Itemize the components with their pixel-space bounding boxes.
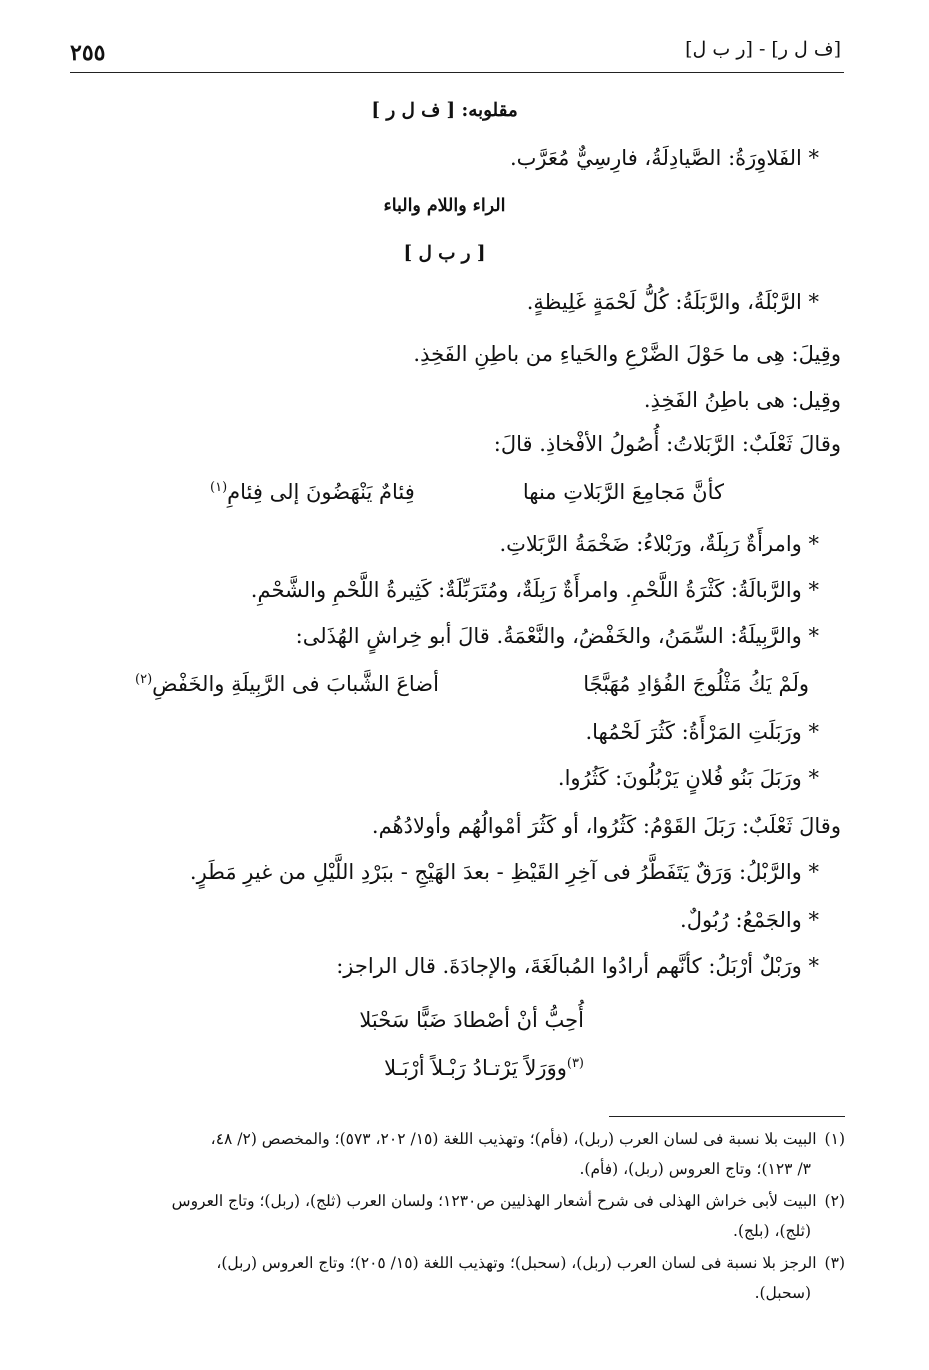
- verse-2-left-text: أضاعَ الشَّبابَ فى الرَّبِيلَةِ والخَفْضِ: [152, 672, 439, 696]
- entry-line: * ورَبْلٌ أرْبَلُ: كأنَّهم أرادُوا المُبالَغَةَ، والإجادَةَ. قال الراجز:: [336, 954, 819, 978]
- entry-line: * والجَمْعُ: رُبُولٌ.: [680, 908, 819, 932]
- entry-line: وقالَ ثَعْلَبٌ: الرَّبَلاتُ: أُصُولُ الأفْخاذِ. قالَ:: [493, 432, 841, 456]
- running-title: [ف ل ر] - [ر ب ل]: [685, 38, 841, 60]
- entry-line: * ورَبَلَ بَنُو فُلانٍ يَرْبُلُونَ: كَثُرُوا.: [557, 766, 819, 790]
- rajaz-line-1: أُحِبُّ أنْ أصْطادَ ضَبًّا سَحْبَلا: [359, 1008, 584, 1032]
- entry-line: * الرَّبْلَةُ، والرَّبَلَةُ: كُلُّ لَحْمَةٍ غَلِيظةٍ.: [526, 290, 819, 314]
- footnote-1-line-2: ٣/ ١٢٣)؛ وتاج العروس (ربل)، (فأم).: [579, 1160, 811, 1178]
- footnote-ref-3: (٣): [566, 1056, 584, 1071]
- entry-line: وقِيل: هى باطِنُ الفَخِذِ.: [643, 388, 841, 412]
- footnote-2-line-2: (ثلج)، (بلج).: [733, 1222, 811, 1240]
- footnote-1-line-1: [211, 1130, 845, 1148]
- entry-line: * والرَّبْلُ: وَرَقٌ يَتَفَطَّرُ فى آخِرِ القَيْظِ - بعدَ الهَيْجِ - ببَرْدِ اللَّيْلِ من غيرِ مَطَرٍ.: [189, 860, 819, 884]
- entry-line: * ورَبَلَتِ المَرْأَةُ: كَثُرَ لَحْمُها.: [585, 720, 819, 744]
- footnote-2-line-1: [172, 1192, 845, 1210]
- entry-line: وقِيلَ: هِى ما حَوْلَ الضَّرْعِ والحَياءِ من باطِنِ الفَخِذِ.: [413, 342, 841, 366]
- header-rule: [70, 72, 844, 73]
- entry-line: * وامرأَةٌ رَبِلَةٌ، ورَبْلاءُ: ضَخْمَةُ الرَّبَلاتِ.: [499, 532, 819, 556]
- verse-2-left: [135, 672, 439, 696]
- page-number: ٢٥٥: [70, 40, 106, 66]
- entry-line: * الفَلاوِرَةُ: الصَّيادِلَةُ، فارِسِيٌّ مُعَرَّب.: [509, 146, 819, 170]
- rajaz-line-2-text: ووَرَلاً يَرْتـادُ رَبْـلاً أرْبَـلا: [384, 1056, 567, 1080]
- verse-1-left: [210, 480, 415, 504]
- entry-line: * والرَّبِيلَةُ: السِّمَنُ، والخَفْضُ، والنَّعْمَةُ. قالَ أبو خِراشٍ الهُذَلى:: [295, 624, 819, 648]
- footnote-text: البيت بلا نسبة فى لسان العرب (ربل)، (فأم)؛ وتهذيب اللغة (١٥/ ٢٠٢، ٥٧٣)؛ والمخصص (٢/ ٤٨،: [210, 1130, 817, 1148]
- footnote-3-line-2: (سحبل).: [754, 1284, 811, 1302]
- heading-root: [ ر ب ل ]: [403, 243, 486, 264]
- verse-1-right: كأنَّ مَجامِعَ الرَّبَلاتِ منها: [522, 480, 724, 504]
- footnote-ref-1: (١): [210, 480, 228, 495]
- footnote-number: (٣): [824, 1254, 845, 1272]
- entry-line: * والرَّبالَةُ: كَثْرَةُ اللَّحْمِ. وامرأَةٌ رَبِلَةٌ، ومُتَرَبِّلَةٌ: كَثِيرةُ اللَّحْمِ والشَّحْمِ.: [250, 578, 819, 602]
- footnote-number: (١): [824, 1130, 845, 1148]
- entry-line: وقالَ ثَعْلَبٌ: رَبَلَ القَوْمُ: كَثُرُوا، أو كَثُرَ أمْوالُهُم وأولادُهُم.: [371, 814, 841, 838]
- footnote-rule: [609, 1116, 845, 1117]
- footnote-ref-2: (٢): [135, 672, 153, 687]
- footnote-number: (٢): [824, 1192, 845, 1210]
- footnote-text: الرجز بلا نسبة فى لسان العرب (ربل)، (سحبل)؛ وتهذيب اللغة (١٥/ ٢٠٥)؛ وتاج العروس (ربل)،: [216, 1254, 817, 1272]
- rajaz-line-2: [384, 1056, 584, 1080]
- heading-maqlub: مقلوبه: [ ف ل ر ]: [371, 100, 518, 121]
- footnote-text: البيت لأبى خراش الهذلى فى شرح أشعار الهذليين ص١٢٣٠؛ ولسان العرب (ثلج)، (ربل)؛ وتاج العروس: [171, 1192, 817, 1210]
- heading-section: الراء واللام والباء: [383, 196, 506, 216]
- footnote-3-line-1: [216, 1254, 845, 1272]
- verse-1-left-text: فِئامٌ يَنْهَضُونَ إلى فِئامِ: [227, 480, 415, 504]
- verse-2-right: ولَمْ يَكُ مَثْلُوجَ الفُؤادِ مُهَبَّجًا: [583, 672, 809, 696]
